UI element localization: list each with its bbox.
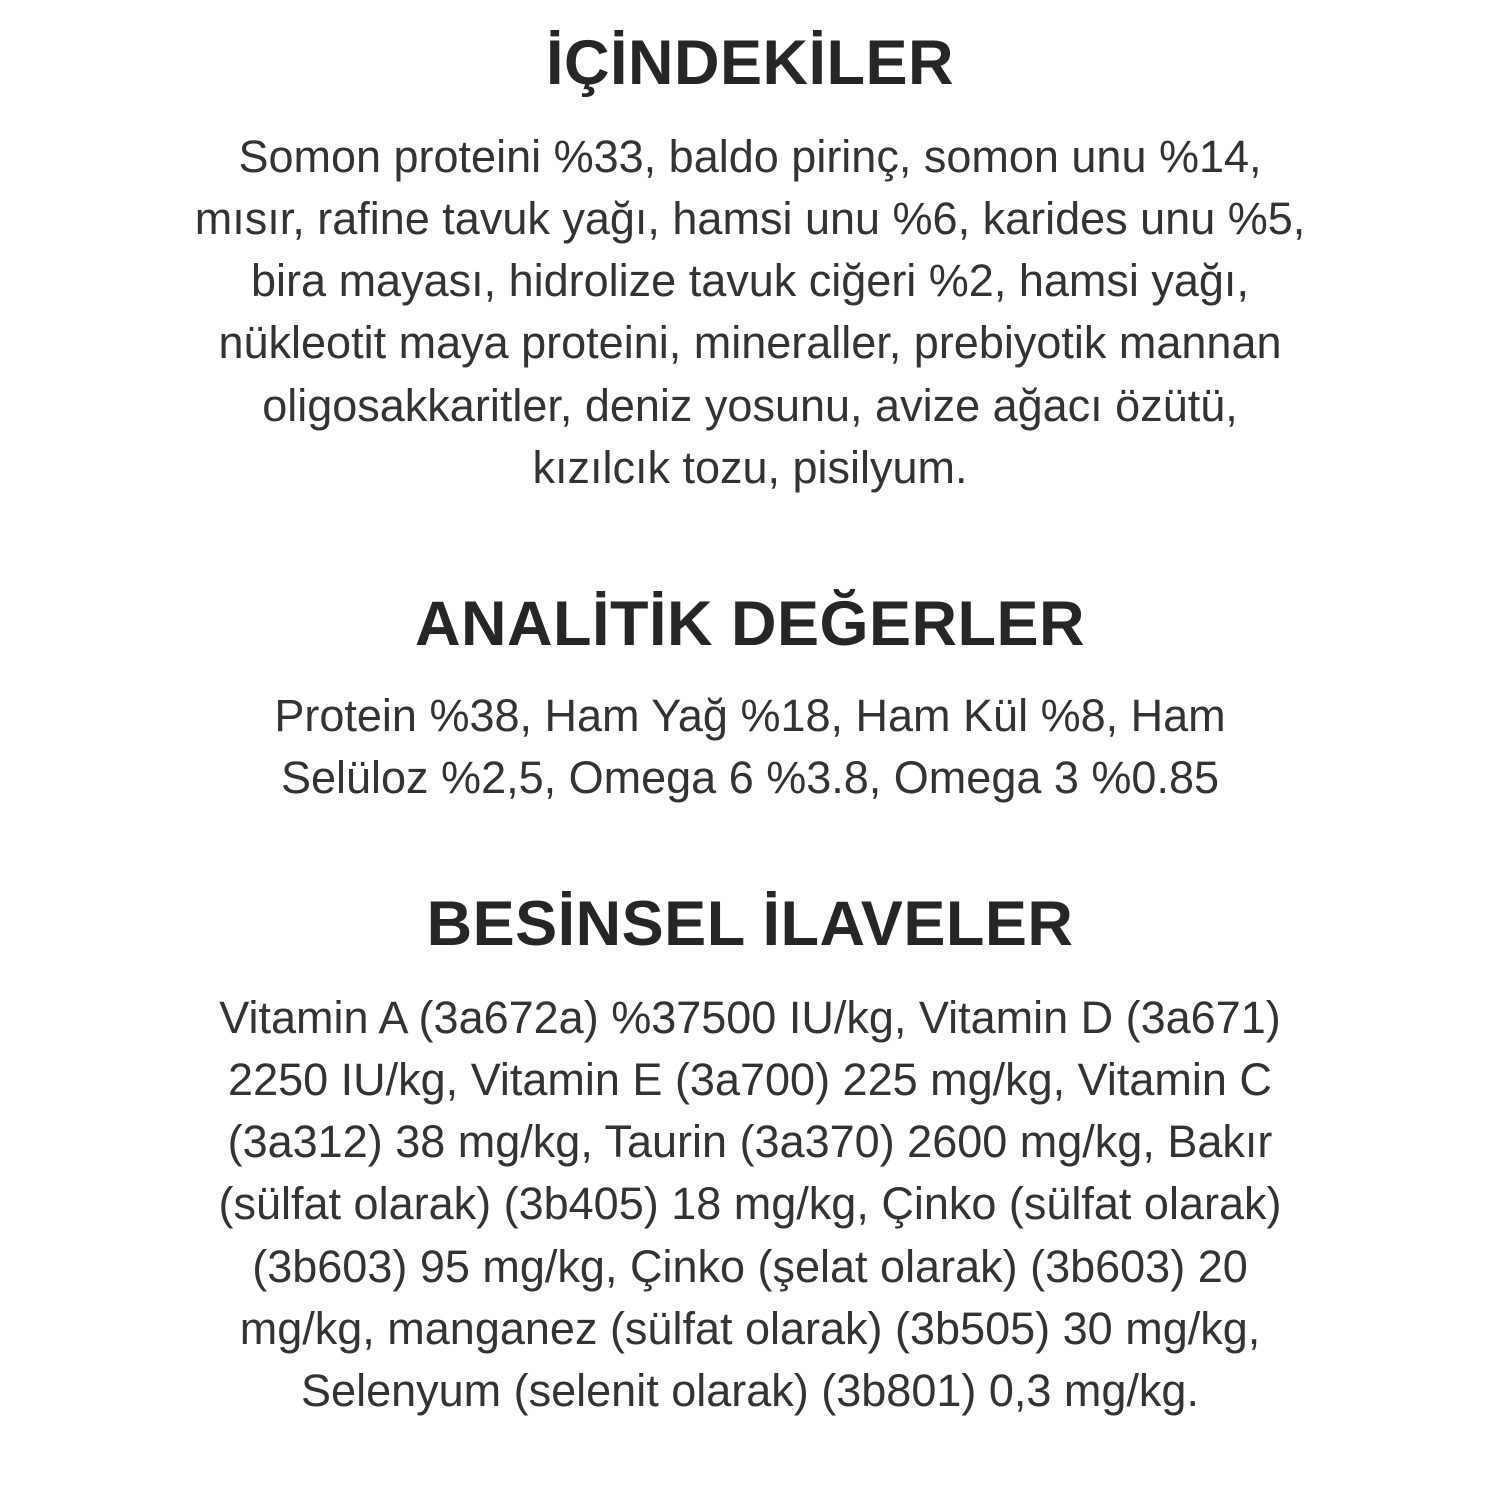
analytic-values-heading: ANALİTİK DEĞERLER — [415, 588, 1085, 659]
ingredients-text: Somon proteini %33, baldo pirinç, somon unu %14, mısır, rafine tavuk yağı, hamsi unu %6, karides unu %5, bira mayası, hidrolize tavuk ciğeri %2, hamsi yağı, nükleotit maya proteini, mineraller, prebiyotik mannan oligosakkaritler, deniz yosunu, avize ağacı özütü, kızılcık tozu, pisilyum. — [194, 131, 1306, 493]
section-ingredients — [130, 18, 1370, 499]
nutritional-additives-heading: BESİNSEL İLAVELER — [426, 889, 1074, 960]
nutritional-additives-text: Vitamin A (3a672a) %37500 IU/kg, Vitamin D (3a671) 2250 IU/kg, Vitamin E (3a700) 225 mg/kg, Vitamin C (3a312) 38 mg/kg, Taurin (3a370) 2600 mg/kg, Bakır (sülfat olarak) (3b405) 18 mg/kg, Çinko (sülfat olarak) (3b603) 95 mg/kg, Çinko (şelat olarak) (3b603) 20 mg/kg, manganez (sülfat olarak) (3b505) 30 mg/kg, Selenyum (selenit olarak) (3b801) 0,3 mg/kg. — [218, 992, 1282, 1416]
section-nutritional-additives — [130, 891, 1370, 1422]
ingredients-heading: İÇİNDEKİLER — [545, 28, 955, 98]
analytic-values-text: Protein %38, Ham Yağ %18, Ham Kül %8, Ham Selüloz %2,5, Omega 6 %3.8, Omega 3 %0.85 — [274, 689, 1226, 803]
section-analytic-values — [130, 588, 1370, 809]
